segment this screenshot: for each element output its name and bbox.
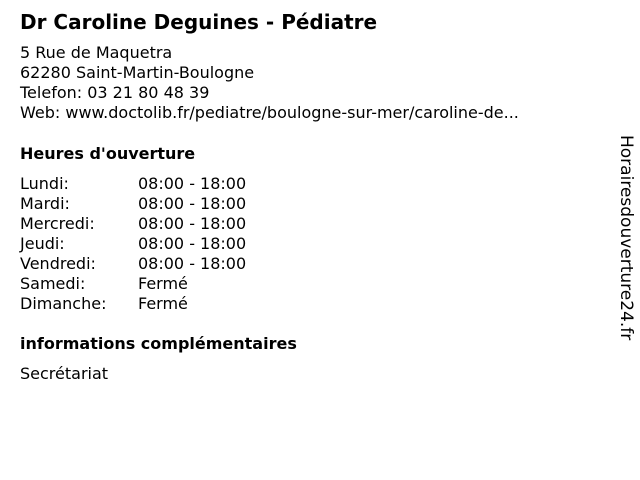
day-label: Jeudi:	[20, 234, 65, 253]
hours-row-tuesday	[20, 194, 320, 214]
day-label: Dimanche:	[20, 294, 107, 313]
practice-name: Dr Caroline Deguines - Pédiatre	[20, 10, 378, 34]
day-hours: 08:00 - 18:00	[138, 254, 247, 273]
day-label: Mercredi:	[20, 214, 95, 233]
day-label: Lundi:	[20, 174, 69, 193]
city-address: 62280 Saint-Martin-Boulogne	[20, 63, 255, 82]
additional-info-text: Secrétariat	[20, 364, 109, 383]
phone-line	[20, 83, 519, 103]
day-hours: Fermé	[138, 294, 188, 313]
phone-number[interactable]: 03 21 80 48 39	[87, 83, 210, 102]
day-label: Samedi:	[20, 274, 86, 293]
web-line	[20, 103, 519, 123]
day-hours: 08:00 - 18:00	[138, 234, 247, 253]
day-label: Mardi:	[20, 194, 70, 213]
day-hours: 08:00 - 18:00	[138, 194, 247, 213]
additional-info-heading: informations complémentaires	[20, 334, 297, 353]
day-hours: 08:00 - 18:00	[138, 174, 247, 193]
day-hours: 08:00 - 18:00	[138, 214, 247, 233]
opening-hours-heading: Heures d'ouverture	[20, 144, 196, 163]
hours-row-friday	[20, 254, 320, 274]
contact-block	[20, 43, 519, 123]
site-watermark: Horairesdouverture24.fr	[616, 135, 636, 341]
hours-row-sunday	[20, 294, 320, 314]
website-link[interactable]: www.doctolib.fr/pediatre/boulogne-sur-mer/caroline-de...	[65, 103, 519, 122]
street-address: 5 Rue de Maquetra	[20, 43, 173, 62]
day-hours: Fermé	[138, 274, 188, 293]
hours-row-thursday	[20, 234, 320, 254]
hours-row-monday	[20, 174, 320, 194]
hours-row-wednesday	[20, 214, 320, 234]
day-label: Vendredi:	[20, 254, 96, 273]
opening-hours-table	[20, 174, 320, 314]
hours-row-saturday	[20, 274, 320, 294]
phone-label: Telefon:	[20, 83, 83, 102]
web-label: Web:	[20, 103, 61, 122]
